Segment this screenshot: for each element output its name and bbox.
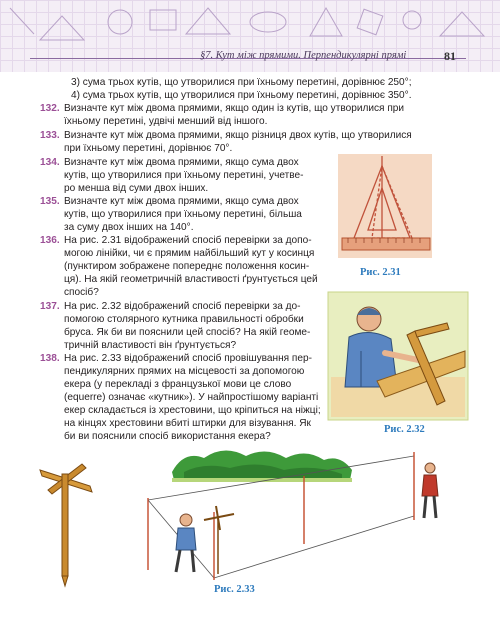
text-line: На рис. 2.31 відображений спосіб перевірки за допо- <box>64 235 312 246</box>
problem-number: 132. <box>40 103 60 114</box>
running-head: §7. Кут між прямими. Перпендикулярні прямі <box>200 50 407 61</box>
text-line: їхньому перетині, удвічі менший від іншого. <box>64 116 268 127</box>
text-line: (пунктиром зображене попереднє положення косин- <box>64 261 310 272</box>
text-line: Визначте кут між двома прямими, якщо сума двох <box>64 157 299 168</box>
text-line: екера (у перекладі з французької мови це слово <box>64 379 292 390</box>
text-line: на кінцях хрестовини вбиті штирки для візування. Як <box>64 418 311 429</box>
text-line: 4) сума трьох кутів, що утворилися при їхньому перетині, дорівнює 350°. <box>71 90 412 101</box>
text-line: 3) сума трьох кутів, що утворилися при їхньому перетині, дорівнює 250°; <box>71 77 412 88</box>
text-line: тричній властивості він ґрунтується? <box>64 340 237 351</box>
text-line: ця). На якій геометричній властивості ґрунтується цей <box>64 274 318 285</box>
text-line: при їхньому перетині, дорівнює 70°. <box>64 143 233 154</box>
text-line: екер складається із хрестовини, що кріпиться на ніжці; <box>64 405 321 416</box>
text-line: за суму двох інших на 140°. <box>64 222 194 233</box>
problem-number: 137. <box>40 301 60 312</box>
text-line: На рис. 2.33 відображений спосіб провішування пер- <box>64 353 312 364</box>
figure-2-31-illustration <box>336 152 436 262</box>
figure-2-31-caption: Рис. 2.31 <box>360 267 401 278</box>
text-line: Визначте кут між двома прямими, якщо один із кутів, що утворилися при <box>64 103 405 114</box>
problem-number: 135. <box>40 196 60 207</box>
text-line: кутів, що утворилися при їхньому перетині, учетве- <box>64 170 304 181</box>
text-line: ро менша від суми двох інших. <box>64 183 209 194</box>
page-number: 81 <box>444 49 456 63</box>
text-line: (equerre) означає «кутник»). У найпростішому варіанті <box>64 392 319 403</box>
page-header-band <box>0 0 500 72</box>
text-line: Визначте кут між двома прямими, якщо різниця двох кутів, що утворилися <box>64 130 412 141</box>
problem-number: 134. <box>40 157 60 168</box>
header-decorative-shapes <box>0 0 500 72</box>
figure-2-32-illustration <box>327 291 469 421</box>
text-line: пендикулярних прямих на місцевості за допомогою <box>64 366 305 377</box>
text-line: На рис. 2.32 відображений спосіб перевірки за до- <box>64 301 301 312</box>
text-line: помогою столярного кутника правильності обробки <box>64 314 304 325</box>
text-line: би ви пояснили спосіб використання екера? <box>64 431 271 442</box>
problem-number: 133. <box>40 130 60 141</box>
text-line: бруса. Як би ви пояснили цей спосіб? На якій геоме- <box>64 327 311 338</box>
text-line: могою лінійки, чи є прямим найбільший кут у косинця <box>64 248 315 259</box>
text-line: кутів, що утворилися при їхньому перетині, більша <box>64 209 302 220</box>
problem-number: 138. <box>40 353 60 364</box>
figure-2-33-caption: Рис. 2.33 <box>214 584 255 595</box>
figure-2-33-illustration <box>34 440 454 588</box>
figure-2-32-caption: Рис. 2.32 <box>384 424 425 435</box>
text-line: спосіб? <box>64 287 99 298</box>
problem-number: 136. <box>40 235 60 246</box>
text-line: Визначте кут між двома прямими, якщо сума двох <box>64 196 299 207</box>
